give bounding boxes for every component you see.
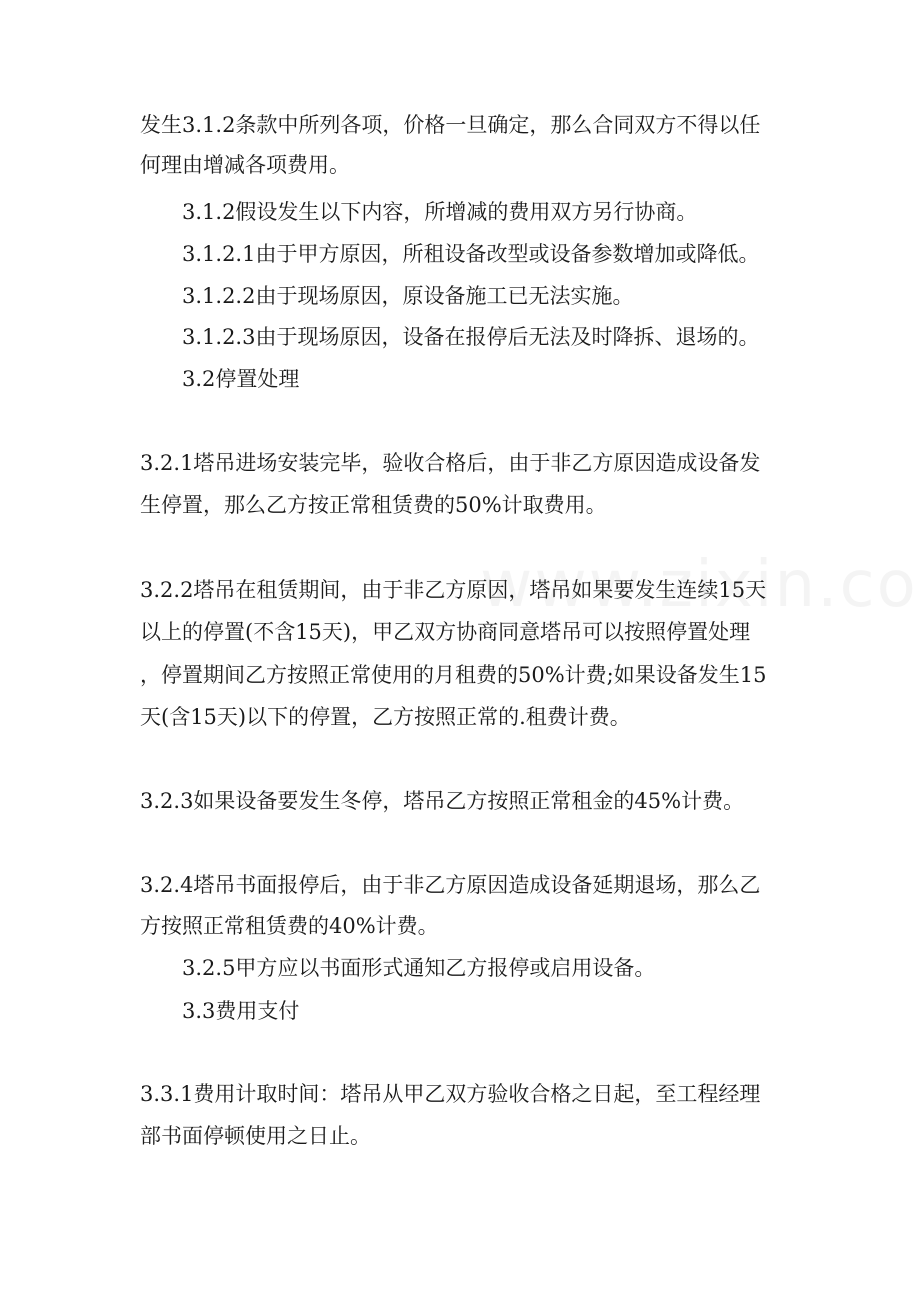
clause-3-1-2-2: 3.1.2.2由于现场原因，原设备施工已无法实施。 [182,284,634,308]
clause-3-2-5: 3.2.5甲方应以书面形式通知乙方报停或启用设备。 [182,956,656,980]
clause-3-2-1: 3.2.1塔吊进场安装完毕，验收合格后，由于非乙方原因造成设备发 [140,451,761,475]
paragraph-line: 方按照正常租赁费的40%计费。 [140,914,439,938]
paragraph-line: ，停置期间乙方按照正常使用的月租费的50%计费;如果设备发生15 [140,663,767,687]
paragraph-line: 发生3.1.2条款中所列各项，价格一旦确定，那么合同双方不得以任 [140,113,761,137]
paragraph-line: 以上的停置(不含15天)，甲乙双方协商同意塔吊可以按照停置处理 [140,620,751,644]
clause-3-3-1: 3.3.1费用计取时间：塔吊从甲乙双方验收合格之日起，至工程经理 [140,1082,761,1106]
paragraph-line: 何理由增减各项费用。 [140,153,350,177]
clause-3-1-2-3: 3.1.2.3由于现场原因，设备在报停后无法及时降拆、退场的。 [182,325,760,349]
clause-3-2-2: 3.2.2塔吊在租赁期间，由于非乙方原因，塔吊如果要发生连续15天 [140,578,767,602]
paragraph-line: 部书面停顿使用之日止。 [140,1124,371,1148]
clause-3-1-2-1: 3.1.2.1由于甲方原因，所租设备改型或设备参数增加或降低。 [182,242,760,266]
clause-3-2-3: 3.2.3如果设备要发生冬停，塔吊乙方按照正常租金的45%计费。 [140,789,745,813]
clause-3-2-4: 3.2.4塔吊书面报停后，由于非乙方原因造成设备延期退场，那么乙 [140,873,761,897]
section-heading-3-2: 3.2停置处理 [182,367,300,391]
paragraph-line: 天(含15天)以下的停置，乙方按照正常的.租费计费。 [140,705,631,729]
paragraph-line: 生停置，那么乙方按正常租赁费的50%计取费用。 [140,493,607,517]
clause-3-1-2: 3.1.2假设发生以下内容，所增减的费用双方另行协商。 [182,200,698,224]
section-heading-3-3: 3.3费用支付 [182,999,300,1023]
